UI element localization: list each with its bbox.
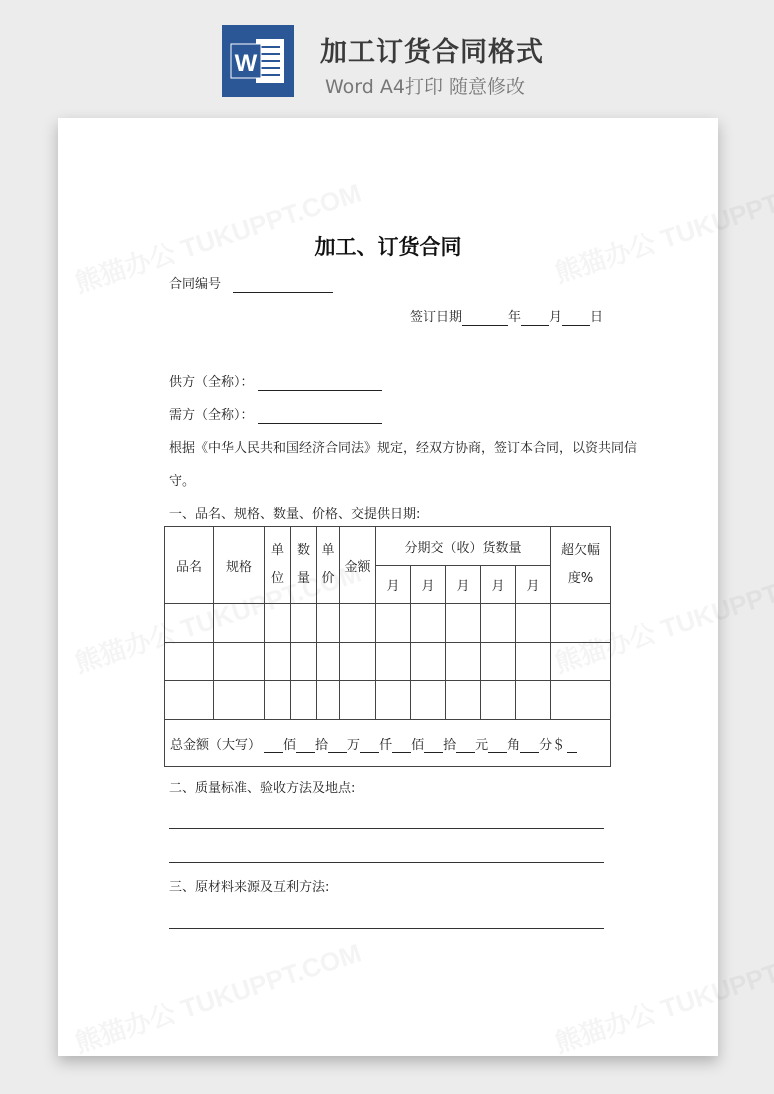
supplier-label: 供方（全称）：: [169, 375, 254, 390]
header-month: 月: [411, 566, 446, 604]
sign-month-blank[interactable]: [521, 312, 549, 326]
word-logo-icon: [222, 25, 294, 97]
section-3-line[interactable]: [169, 928, 604, 929]
intro-line-1: 根据《中华人民共和国经济合同法》规定，经双方协商，签订本合同，以资共同信: [169, 441, 638, 456]
contract-number-row: [169, 277, 333, 293]
intro-line-2: 守。: [169, 474, 196, 489]
watermark: [70, 933, 366, 1061]
header-month: 月: [376, 566, 411, 604]
header-price: 单 价: [317, 527, 340, 604]
total-amount-row: 总金额（大写） 佰 拾 万 仟 佰 拾 元 角 分＄: [165, 720, 611, 767]
table-row: [165, 681, 611, 720]
buyer-label: 需方（全称）：: [169, 408, 254, 423]
watermark: [550, 933, 774, 1061]
document-page: [58, 118, 718, 1056]
section-1-heading: 一、品名、规格、数量、价格、交提供日期:: [169, 507, 421, 522]
watermark: [550, 163, 774, 291]
document-title: 加工、订货合同: [314, 235, 462, 259]
header-month: 月: [481, 566, 516, 604]
sign-day-blank[interactable]: [562, 312, 590, 326]
table-row: [165, 604, 611, 643]
supplier-row: [169, 375, 382, 391]
section-3-heading: 三、原材料来源及互利方法:: [169, 880, 330, 895]
page-title: 加工订货合同格式: [320, 37, 544, 68]
section-2-line[interactable]: [169, 862, 604, 863]
header-over-under: 超欠幅 度%: [551, 527, 611, 604]
contract-number-label: 合同编号: [169, 277, 222, 292]
contract-number-blank[interactable]: [233, 279, 333, 293]
section-2-line[interactable]: [169, 828, 604, 829]
buyer-row: [169, 408, 382, 424]
header-installments: 分期交（收）货数量: [376, 527, 551, 566]
order-table: [164, 526, 611, 767]
supplier-blank[interactable]: [258, 377, 382, 391]
logo-letter: W: [234, 50, 258, 77]
header-month: 月: [516, 566, 551, 604]
header-spec: 规格: [214, 527, 265, 604]
header-name: 品名: [165, 527, 214, 604]
header-unit: 单 位: [265, 527, 291, 604]
sign-date-row: 签订日期 年 月 日: [410, 310, 604, 325]
table-row: [165, 643, 611, 681]
buyer-blank[interactable]: [258, 410, 382, 424]
section-2-heading: 二、质量标准、验收方法及地点:: [169, 781, 356, 796]
page-subtitle: Word A4打印 随意修改: [325, 76, 526, 98]
sign-year-blank[interactable]: [462, 312, 508, 326]
header-amount: 金额: [340, 527, 376, 604]
header-month: 月: [446, 566, 481, 604]
header-qty: 数 量: [291, 527, 317, 604]
